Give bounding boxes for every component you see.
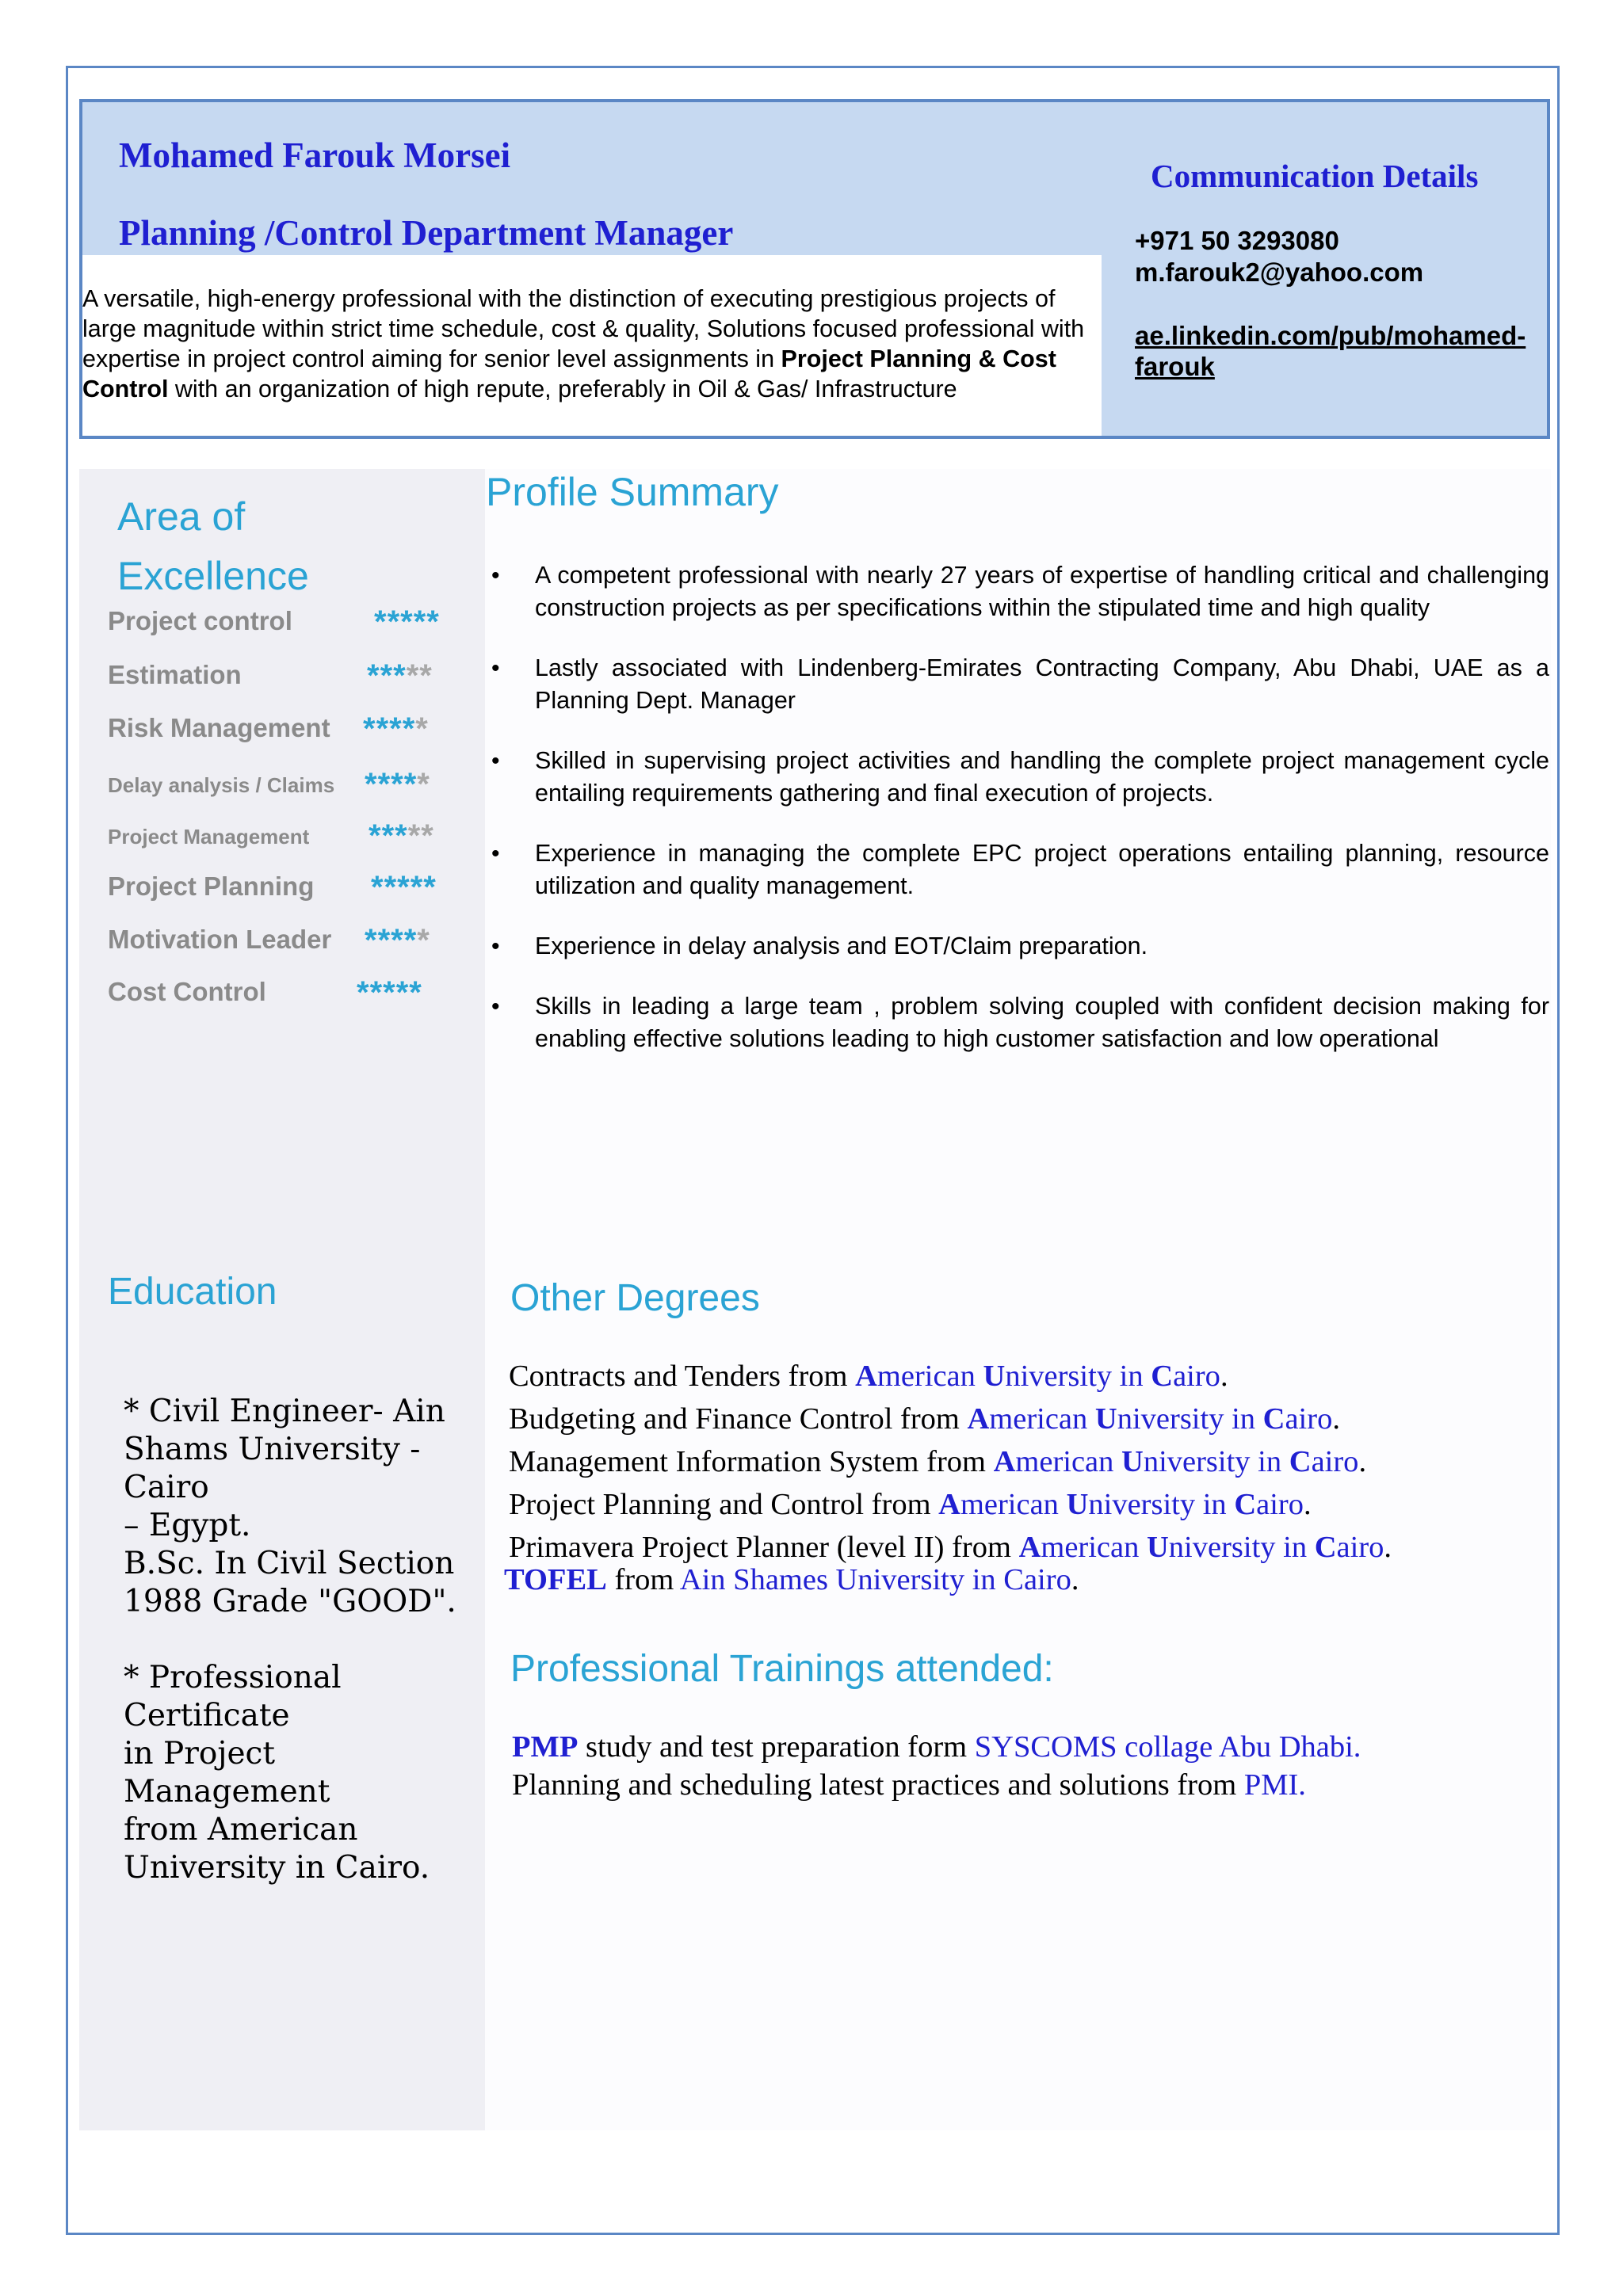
- profile-bullet-text: Skills in leading a large team , problem solving coupled with confident decision making for enabling effective solutions leading to high customer satisfaction and low operational: [535, 993, 1549, 1052]
- education-line: University in Cairo.: [124, 1850, 430, 1886]
- education-line: B.Sc. In Civil Section: [124, 1546, 455, 1581]
- education-details: [124, 1393, 480, 1887]
- skill-rating-stars: *****: [365, 923, 430, 958]
- profile-bullet: [491, 745, 1549, 810]
- profile-bullet: [491, 990, 1549, 1055]
- skill-rating-stars: *****: [374, 605, 440, 639]
- education-title: Education: [108, 1271, 277, 1313]
- degree-item: Management Information System from American University in Cairo.: [509, 1445, 1367, 1478]
- candidate-role: Planning /Control Department Manager: [119, 213, 734, 253]
- skill-rating-stars: *****: [367, 658, 433, 693]
- bullet-dot-icon: •: [491, 748, 500, 774]
- skill-rating-stars: *****: [369, 818, 434, 853]
- profile-bullet-text: A competent professional with nearly 27 years of expertise of handling critical and challenging construction projects as per specifications within the stipulated time and high quality: [535, 562, 1549, 621]
- bullet-dot-icon: •: [491, 933, 500, 959]
- excellence-title-line1: Area of: [117, 494, 246, 539]
- education-line: * Civil Engineer- Ain: [124, 1394, 445, 1429]
- skill-name: Project control: [108, 606, 292, 635]
- profile-bullet: [491, 559, 1549, 624]
- profile-bullet: [491, 837, 1549, 902]
- education-line: from American: [124, 1812, 358, 1848]
- candidate-name: Mohamed Farouk Morsei: [119, 135, 511, 175]
- linkedin-link[interactable]: ae.linkedin.com/pub/mohamed-farouk: [1135, 321, 1526, 381]
- education-line: – Egypt.: [124, 1508, 251, 1543]
- training-pmp: PMP study and test preparation form SYSCOMS collage Abu Dhabi.: [512, 1730, 1361, 1764]
- skill-rating-stars: *****: [357, 975, 422, 1010]
- profile-summary-title: Profile Summary: [486, 470, 779, 514]
- bullet-dot-icon: •: [491, 841, 500, 867]
- bullet-dot-icon: •: [491, 563, 500, 589]
- communication-title: Communication Details: [1151, 158, 1479, 194]
- skill-name: Delay analysis / Claims: [108, 773, 335, 797]
- excellence-title-line2: Excellence: [117, 554, 309, 598]
- education-line: in Project Management: [124, 1736, 330, 1810]
- bullet-dot-icon: •: [491, 994, 500, 1020]
- profile-bullet: [491, 930, 1549, 963]
- profile-bullet-text: Experience in delay analysis and EOT/Claim preparation.: [535, 933, 1148, 959]
- degree-item: Primavera Project Planner (level II) from American University in Cairo.: [509, 1531, 1392, 1564]
- excellence-title: [117, 487, 309, 606]
- degree-item: Project Planning and Control from American University in Cairo.: [509, 1488, 1312, 1521]
- skill-name: Cost Control: [108, 977, 266, 1006]
- other-degrees-title: Other Degrees: [510, 1277, 760, 1319]
- profile-bullet-list: [491, 559, 1549, 1083]
- skill-rating-stars: *****: [365, 767, 430, 802]
- trainings-title: Professional Trainings attended:: [510, 1648, 1054, 1690]
- skill-name: Estimation: [108, 660, 242, 689]
- skill-rating-stars: *****: [363, 711, 429, 746]
- profile-bullet-text: Experience in managing the complete EPC project operations entailing planning, resource utilization and quality management.: [535, 840, 1549, 899]
- education-line: 1988 Grade "GOOD".: [124, 1584, 456, 1619]
- education-line: * Professional Certificate: [124, 1660, 342, 1733]
- profile-bullet: [491, 652, 1549, 717]
- training-pmi: Planning and scheduling latest practices and solutions from PMI.: [512, 1768, 1306, 1802]
- bullet-dot-icon: •: [491, 655, 500, 681]
- education-line: [124, 1621, 480, 1659]
- tofel-line: TOFEL from Ain Shames University in Cairo.: [504, 1563, 1079, 1596]
- profile-bullet-text: Skilled in supervising project activities and handling the complete project management cycle entailing requirements gathering and final execution of projects.: [535, 747, 1549, 807]
- degree-item: Contracts and Tenders from American University in Cairo.: [509, 1360, 1228, 1393]
- email-address[interactable]: m.farouk2@yahoo.com: [1135, 257, 1424, 287]
- intro-paragraph: A versatile, high-energy professional with the distinction of executing prestigious projects of large magnitude within strict time schedule, cost & quality, Solutions focused professional with expertise in project control aiming for senior level assignments in Project Planning & Cost Control with an organization of high repute, preferably in Oil & Gas/ Infrastructure: [82, 285, 1085, 402]
- skill-rating-stars: *****: [371, 870, 437, 905]
- profile-bullet-text: Lastly associated with Lindenberg-Emirates Contracting Company, Abu Dhabi, UAE as a Planning Dept. Manager: [535, 654, 1549, 714]
- education-line: Shams University - Cairo: [124, 1432, 421, 1505]
- skill-name: Risk Management: [108, 713, 330, 742]
- phone-number: +971 50 3293080: [1135, 226, 1339, 255]
- skill-name: Project Management: [108, 825, 310, 849]
- degree-item: Budgeting and Finance Control from American University in Cairo.: [509, 1402, 1340, 1436]
- skill-name: Project Planning: [108, 871, 315, 901]
- skill-name: Motivation Leader: [108, 925, 332, 954]
